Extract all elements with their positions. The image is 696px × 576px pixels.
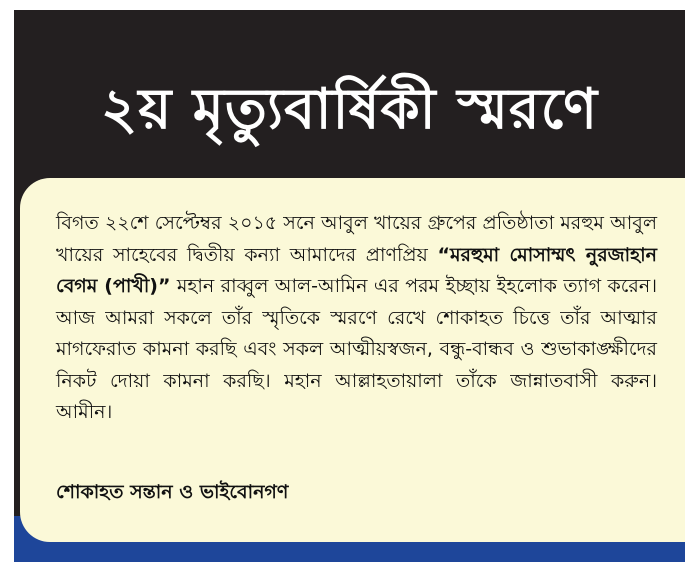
message-panel [20,178,685,542]
deceased-name: “মরহুমা মোসাম্মৎ নুরজাহান বেগম (পাখী)” [56,243,658,297]
message-intro: বিগত ২২শে সেপ্টেম্বর ২০১৫ সনে আবুল খায়ের গ্রুপের প্রতিষ্ঠাতা মরহুম আবুল খায়ের সাহেবের দ্বিতীয় কন্যা আমাদের প্রাণপ্রিয় [56,212,657,266]
signature: শোকাহত সন্তান ও ভাইবোনগণ [56,481,289,503]
message-paragraph [56,208,657,429]
memorial-notice [14,10,685,562]
notice-headline: ২য় মৃত্যুবার্ষিকী স্মরণে [100,77,599,142]
message-closing: মহান রাব্বুল আল-আমিন এর পরম ইচ্ছায় ইহলোক ত্যাগ করেন। আজ আমরা সকলে তাঁর স্মৃতিকে স্মরণে রেখে শোকাহত চিত্তে তাঁর আত্মার মাগফেরাত কামনা করছি এবং সকল আত্মীয়স্বজন, বন্ধু-বান্ধব ও শুভাকাঙ্ক্ষীদের নিকট দোয়া কামনা করছি। মহান আল্লাহতায়ালা তাঁকে জান্নাতবাসী করুন। আমীন। [56,275,657,423]
